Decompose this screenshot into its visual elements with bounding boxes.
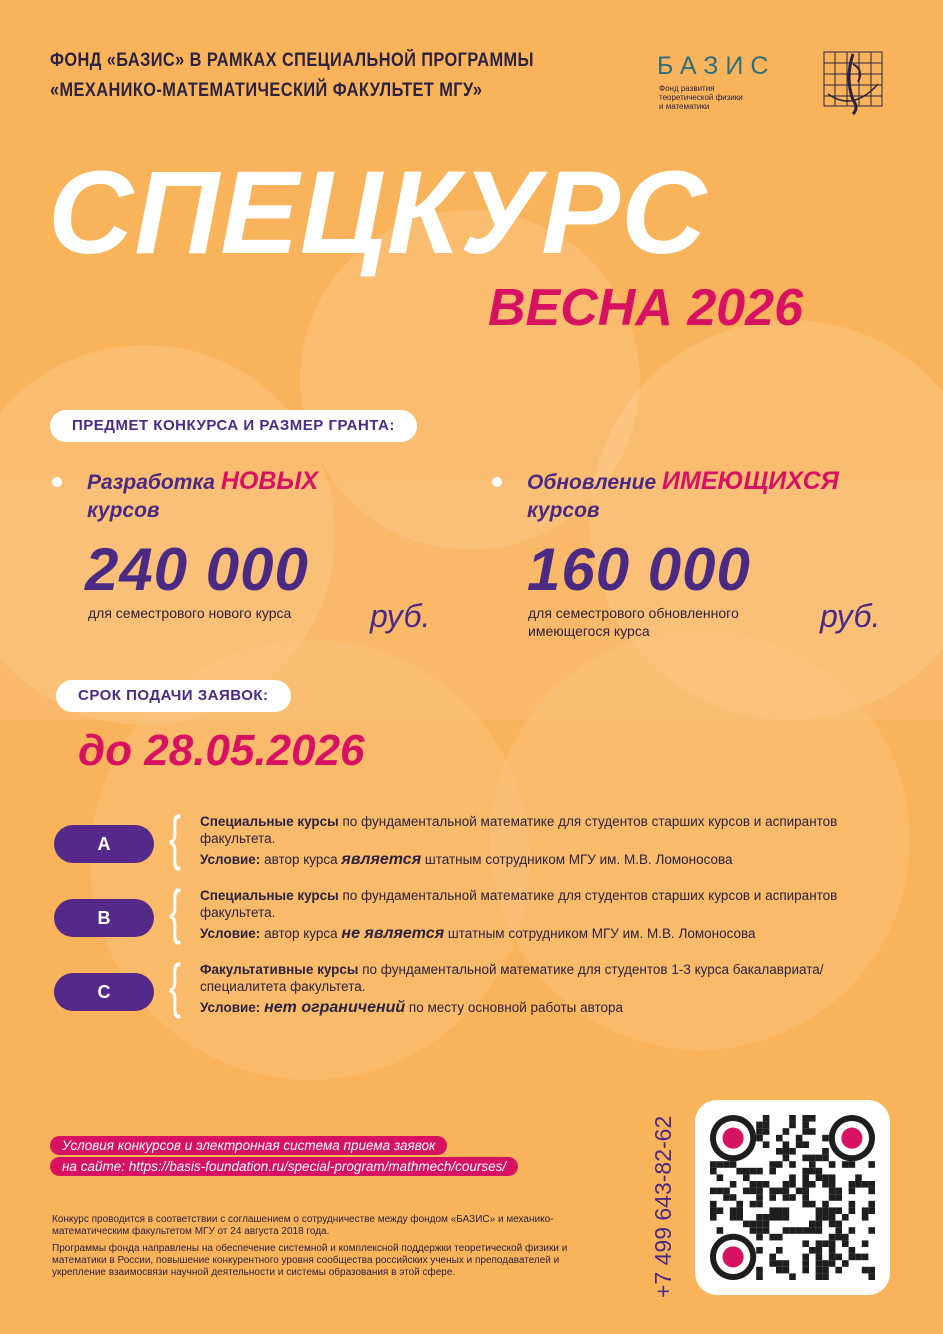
brace-icon: { — [169, 878, 182, 945]
mechmath-crest-icon — [822, 48, 884, 116]
bullet-icon — [492, 477, 502, 487]
basis-logo-name: БАЗИС — [657, 52, 776, 80]
grant-new-note: для семестрового нового курса — [88, 605, 292, 621]
grant-update-amount: 160 000 — [527, 536, 751, 603]
header-line-2: «МЕХАНИКО-МАТЕМАТИЧЕСКИЙ ФАКУЛЬТЕТ МГУ» — [50, 80, 483, 101]
category-c-text: Факультативные курсы по фундаментальной математике для студентов 1-3 курса бакалавриата/специалитета факультета. Условие: нет ограничений по месту основной работы автора — [200, 961, 840, 1016]
fine-print-mission: Программы фонда направлены на обеспечение системной и комплексной поддержки теоретической физики и математики в России, повышение конкурентного уровня сообщества российских ученых и преподавателей и укрепление взаимосвязи научной деятельности и системы образования в этой сфере. — [52, 1243, 568, 1278]
grant-update-title: Обновление ИМЕЮЩИХСЯ курсов — [527, 467, 839, 522]
qr-code[interactable] — [695, 1100, 890, 1295]
category-c-badge: C — [54, 973, 154, 1011]
phone-number[interactable]: +7 499 643-82-62 — [650, 1115, 676, 1298]
category-b-condition: Условие: автор курса не является штатным сотрудником МГУ им. М.В. Ломоносова — [200, 925, 756, 942]
category-a-condition: Условие: автор курса является штатным сотрудником МГУ им. М.В. Ломоносова — [200, 851, 733, 868]
category-a-badge: A — [54, 825, 154, 863]
qr-code-icon — [695, 1100, 890, 1295]
grant-update-note: для семестрового обновленного имеющегося курса — [528, 605, 739, 639]
category-b-badge: B — [54, 899, 154, 937]
bullet-icon — [52, 477, 62, 487]
category-a-text: Специальные курсы по фундаментальной математике для студентов старших курсов и аспирантов факультета. Условие: автор курса является штатным сотрудником МГУ им. М.В. Ломоносова — [200, 813, 840, 868]
grant-new-amount: 240 000 — [85, 536, 309, 603]
category-b-text: Специальные курсы по фундаментальной математике для студентов старших курсов и аспирантов факультета. Условие: автор курса не является штатным сотрудником МГУ им. М.В. Ломоносова — [200, 887, 840, 942]
grant-new-title: Разработка НОВЫХ курсов — [87, 467, 319, 522]
grant-update-currency: руб. — [820, 598, 881, 634]
brace-icon: { — [169, 952, 182, 1019]
header-line-1: ФОНД «БАЗИС» В РАМКАХ СПЕЦИАЛЬНОЙ ПРОГРАММЫ — [50, 50, 534, 71]
subject-label: ПРЕДМЕТ КОНКУРСА И РАЗМЕР ГРАНТА: — [50, 410, 417, 442]
season-title: ВЕСНА 2026 — [488, 279, 804, 337]
deadline-date: до 28.05.2026 — [78, 726, 365, 775]
main-title: СПЕЦКУРС — [48, 147, 708, 279]
website-link[interactable]: на сайте: https://basis-foundation.ru/special-program/mathmech/courses/ — [50, 1157, 518, 1176]
brace-icon: { — [169, 804, 182, 871]
basis-logo-subtitle: Фонд развития теоретической физики и математики — [659, 84, 743, 111]
conditions-link-text: Условия конкурсов и электронная система приема заявок — [50, 1136, 447, 1155]
fine-print-agreement: Конкурс проводится в соответствии с соглашением о сотрудничестве между фондом «БАЗИС» и механико-математическим факультетом МГУ от 24 августа 2018 года. — [52, 1214, 554, 1237]
header — [50, 46, 534, 106]
category-c-condition: Условие: нет ограничений по месту основной работы автора — [200, 999, 624, 1016]
deadline-label: СРОК ПОДАЧИ ЗАЯВОК: — [56, 680, 291, 712]
grant-new-currency: руб. — [370, 598, 431, 634]
